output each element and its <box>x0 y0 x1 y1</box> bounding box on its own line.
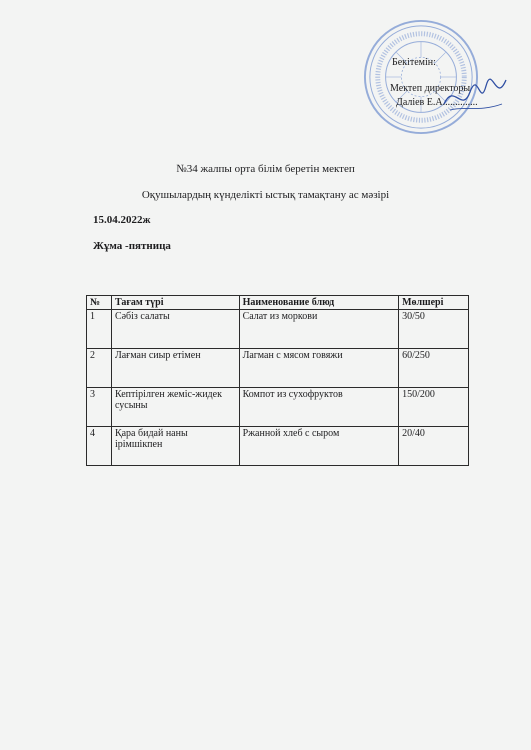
dish-amount: 20/40 <box>399 427 469 466</box>
dish-rus: Салат из моркови <box>239 310 399 349</box>
dish-kaz: Сәбіз салаты <box>111 310 239 349</box>
row-number: 4 <box>87 427 112 466</box>
dish-amount: 150/200 <box>399 388 469 427</box>
director-signature <box>440 74 510 118</box>
dish-rus: Лагман с мясом говяжи <box>239 349 399 388</box>
menu-title: Оқушылардың күнделікті ыстық тамақтану ас мәзірі <box>141 189 390 201</box>
menu-table <box>86 295 469 466</box>
dish-kaz: Лағман сиыр етімен <box>111 349 239 388</box>
row-number: 2 <box>87 349 112 388</box>
table-row <box>87 427 469 466</box>
dish-rus: Ржанной хлеб с сыром <box>239 427 399 466</box>
row-number: 1 <box>87 310 112 349</box>
school-name: №34 жалпы орта білім беретін мектеп <box>176 163 355 175</box>
table-header-row <box>87 296 469 310</box>
signature-line: ............. <box>445 97 478 108</box>
dish-amount: 60/250 <box>399 349 469 388</box>
dish-kaz: Кептірілген жеміс-жидек сусыны <box>111 388 239 427</box>
approval-label: Бекітемін: <box>392 57 436 68</box>
dish-amount: 30/50 <box>399 310 469 349</box>
table-row <box>87 310 469 349</box>
menu-day: Жұма -пятница <box>93 240 171 252</box>
row-number: 3 <box>87 388 112 427</box>
header-dish-name-rus: Наименование блюд <box>239 296 399 310</box>
header-dish-type-kaz: Тағам түрі <box>111 296 239 310</box>
table-row <box>87 349 469 388</box>
header-amount: Мөлшері <box>399 296 469 310</box>
header-number: № <box>87 296 112 310</box>
dish-kaz: Қара бидай наны ірімшікпен <box>111 427 239 466</box>
dish-rus: Компот из сухофруктов <box>239 388 399 427</box>
table-row <box>87 388 469 427</box>
menu-date: 15.04.2022ж <box>93 214 151 226</box>
director-name: Даліев Е.А. <box>396 97 446 108</box>
director-name-line <box>396 98 478 108</box>
director-title: Мектеп директоры <box>390 83 471 94</box>
